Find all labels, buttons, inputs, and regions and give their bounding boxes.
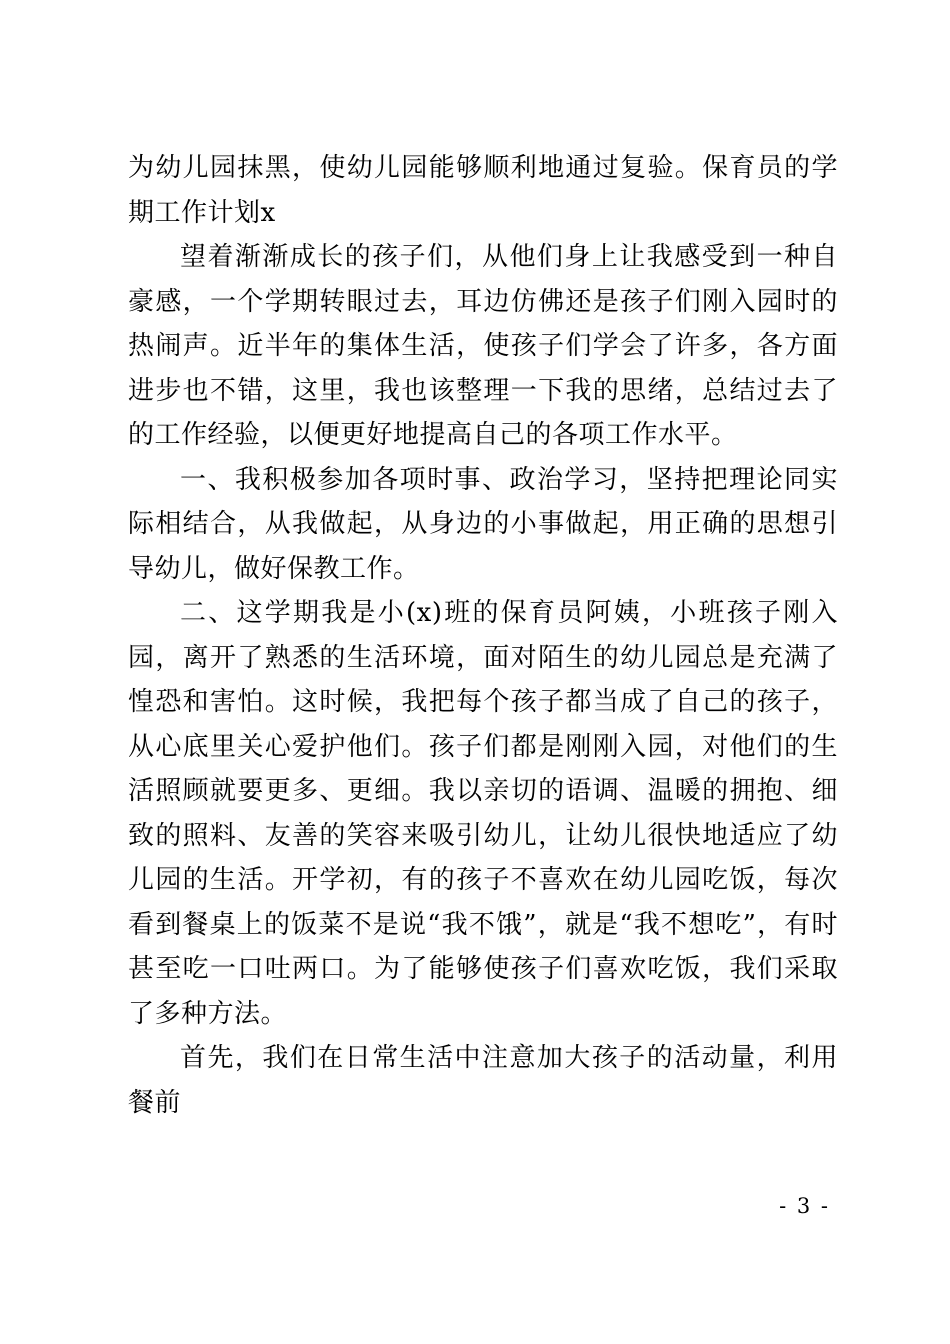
page-number: - 3 - [779,1194,830,1218]
paragraph-point-two: 二、这学期我是小(x)班的保育员阿姨，小班孩子刚入园，离开了熟悉的生活环境，面对陌生的幼儿园总是充满了惶恐和害怕。这时候，我把每个孩子都当成了自己的孩子，从心底里关心爱护他们。孩子们都是刚刚入园，对他们的生活照顾就要更多、更细。我以亲切的语调、温暖的拥抱、细致的照料、友善的笑容来吸引幼儿，让幼儿很快地适应了幼儿园的生活。开学初，有的孩子不喜欢在幼儿园吃饭，每次看到餐桌上的饭菜不是说“我不饿”，就是“我不想吃”，有时甚至吃一口吐两口。为了能够使孩子们喜欢吃饭，我们采取了多种方法。 [128,598,838,1029]
document-body [128,146,838,1125]
paragraph-point-one: 一、我积极参加各项时事、政治学习，坚持把理论同实际相结合，从我做起，从身边的小事做起，用正确的思想引导幼儿，做好保教工作。 [128,464,838,584]
paragraph-first-method: 首先，我们在日常生活中注意加大孩子的活动量，利用餐前 [128,1043,838,1118]
paragraph-intro: 望着渐渐成长的孩子们，从他们身上让我感受到一种自豪感，一个学期转眼过去，耳边仿佛还是孩子们刚入园时的热闹声。近半年的集体生活，使孩子们学会了许多，各方面进步也不错，这里，我也该整理一下我的思绪，总结过去了的工作经验，以便更好地提高自己的各项工作水平。 [128,242,838,450]
paragraph-continuation: 为幼儿园抹黑，使幼儿园能够顺利地通过复验。保育员的学期工作计划x [128,153,838,228]
